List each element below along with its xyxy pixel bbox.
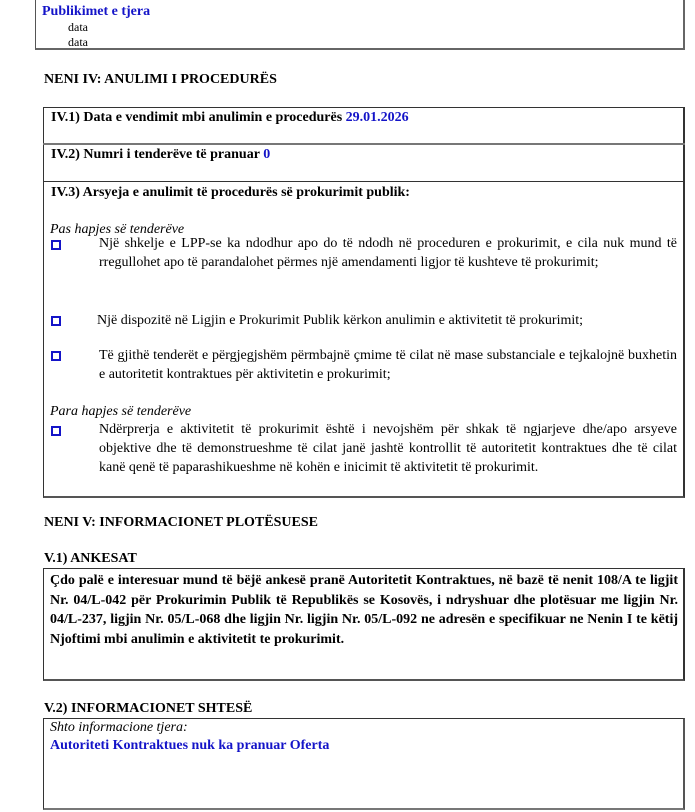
tenders-received-value: 0 [263,147,271,162]
article-v-heading: NENI V: INFORMACIONET PLOTËSUESE [44,515,318,530]
row-divider [43,143,685,145]
complaints-label: V.1) ANKESAT [44,551,137,566]
additional-info-prompt: Shto informacione tjera: [50,720,188,735]
reason-checkbox[interactable] [51,316,61,326]
after-opening-group-title: Pas hapjes së tenderëve [50,222,185,237]
additional-info-value: Autoriteti Kontraktues nuk ka pranuar Oferta [50,738,330,753]
reason-checkbox[interactable] [51,240,61,250]
decision-date-row [51,110,409,126]
before-opening-group-title: Para hapjes së tenderëve [50,404,192,419]
article-iv-heading: NENI IV: ANULIMI I PROCEDURËS [44,72,277,87]
reason-checkbox[interactable] [51,426,61,436]
reason-option-text: Një dispozitë në Ligjin e Prokurimit Publik kërkon anulimin e aktivitetit të prokurimit; [97,313,584,328]
decision-date-value: 29.01.2026 [345,110,409,125]
reason-option-text: Të gjithë tenderët e përgjegjshëm përmbajnë çmime të cilat në mase substanciale e tejkalojnë buxhetin e autoritetit kontraktues për aktivitetin e prokurimit; [99,348,677,382]
other-publications-title: Publikimet e tjera [42,4,151,19]
reason-option-text: Një shkelje e LPP-se ka ndodhur apo do të ndodh në proceduren e prokurimit, e cila nuk mund të rregullohet apo të parandalohet përmes një amendamenti ligjor të kushteve të prokurimit; [99,236,677,270]
other-publication-entry: data [68,20,88,34]
reason-option-text: Ndërprerja e aktivitetit të prokurimit është i nevojshëm për shkak të ngjarjeve dhe/apo arsyeve objektive dhe të demonstrueshme të cilat janë jashtë kontrollit të autoritetit kontraktues dhe të cilat kanë qenë të paparashikueshme në kohën e inicimit të aktivitetit të prokurimit. [99,422,677,475]
reason-checkbox[interactable] [51,351,61,361]
row-divider [43,181,685,182]
decision-date-label: IV.1) Data e vendimit mbi anulimin e procedurës [51,110,343,125]
tenders-received-label: IV.2) Numri i tenderëve të pranuar [51,147,260,162]
complaints-text: Çdo palë e interesuar mund të bëjë ankesë pranë Autoritetit Kontraktues, në bazë të nenit 108/A te ligjit Nr. 04/L-042 për Prokurimin Publik të Republikës se Kosovës, i ndryshuar dhe plotësuar me ligjin Nr. 04/L-237, ligjin Nr. 05/L-068 dhe ligjin Nr. ligjin Nr. 05/L-092 ne adresën e specifikuar ne Nenin I te këtij Njoftimi mbi anulimin e aktivitetit te prokurimit. [50,573,678,647]
cancellation-reason-label: IV.3) Arsyeja e anulimit të procedurës së prokurimit publik: [51,185,410,200]
tenders-received-row [51,147,270,163]
additional-info-label: V.2) INFORMACIONET SHTESË [44,701,253,716]
other-publication-entry: data [68,35,88,49]
